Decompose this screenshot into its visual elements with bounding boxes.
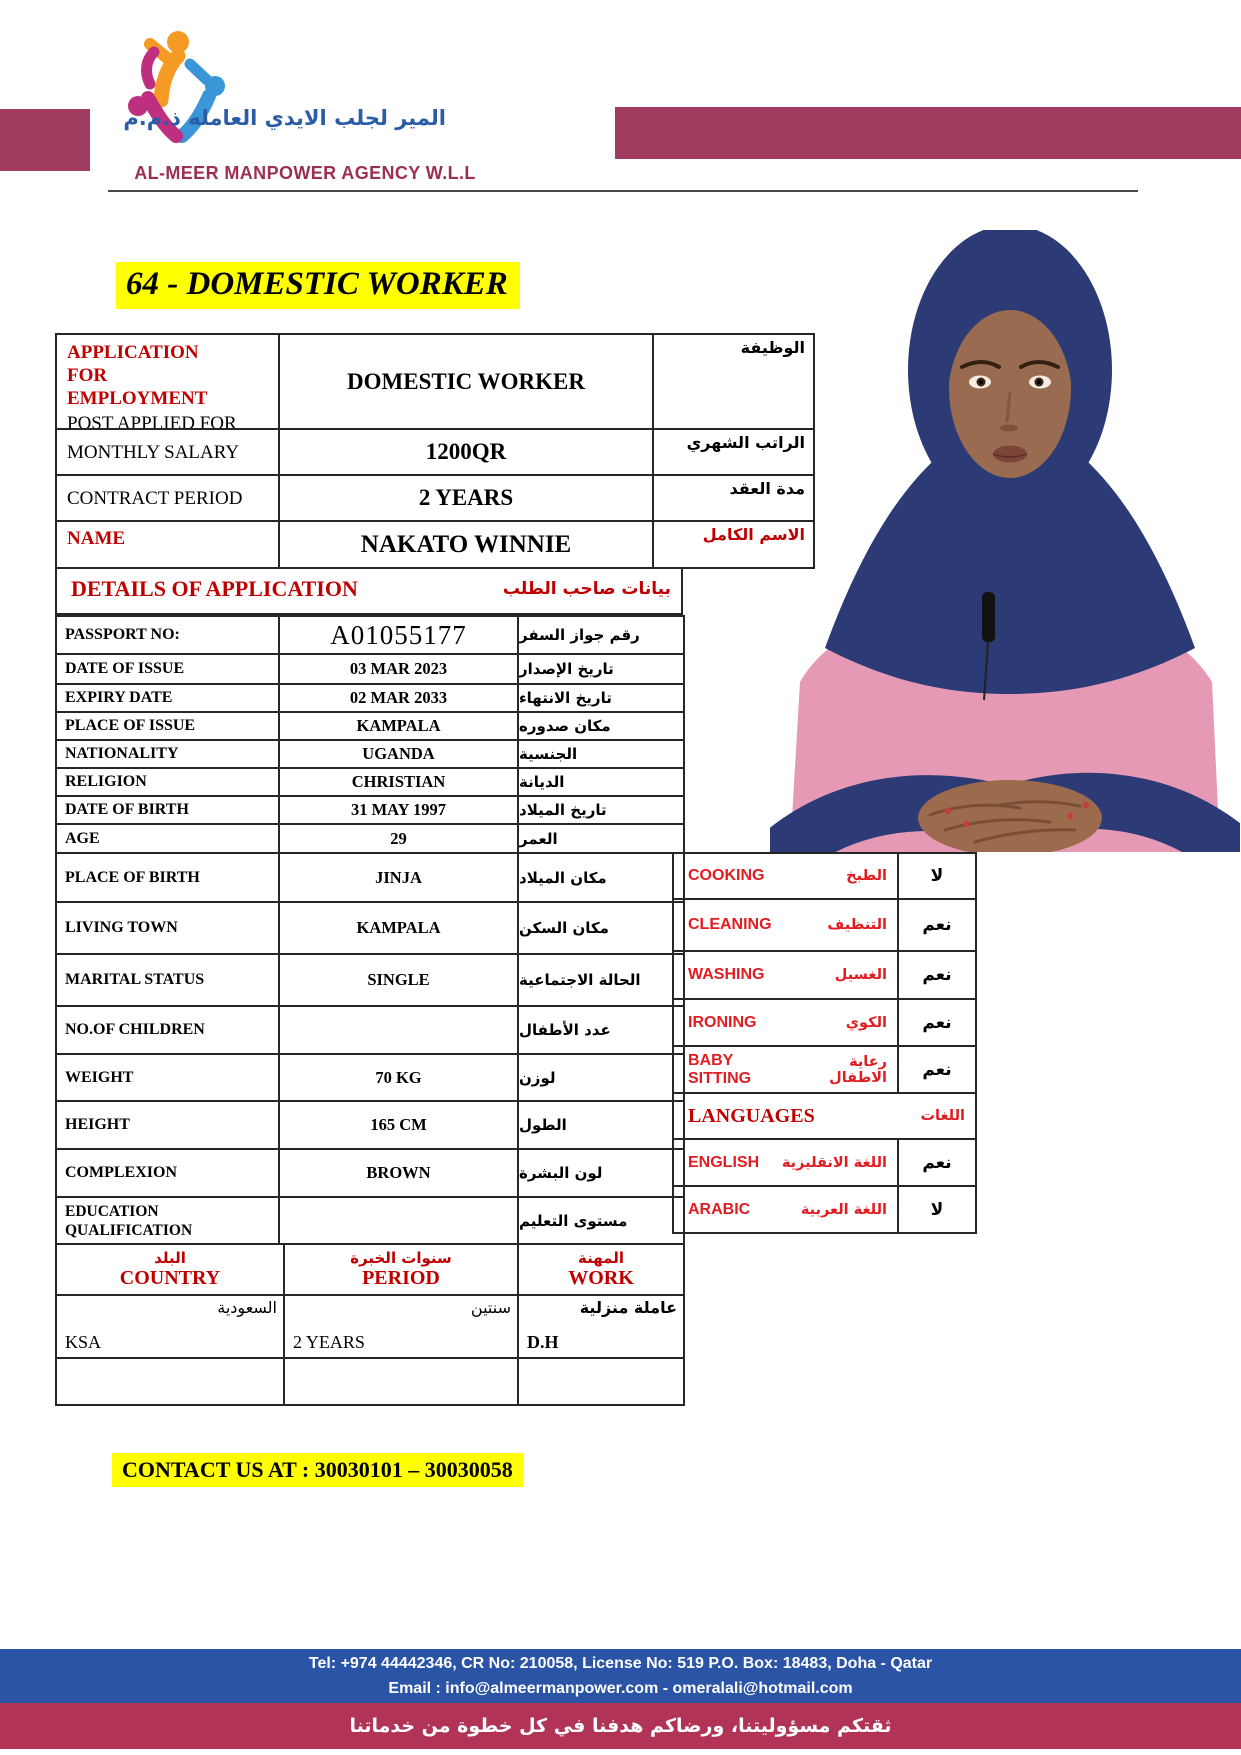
expiry-date-value: 02 MAR 2033 [280,685,519,713]
period-arabic-value: سنتين [470,1298,511,1317]
complexion-arabic: لون البشرة [519,1150,685,1198]
languages-arabic: اللغات [920,1108,965,1124]
table-row [57,335,815,430]
work-header-cell [519,1245,685,1296]
no-of-children-arabic: عدد الأطفال [519,1007,685,1055]
arabic-cell [674,1187,899,1234]
arabic-arabic: اللغة العربية [800,1201,887,1218]
name-value: NAKATO WINNIE [280,522,654,569]
country-header-arabic: البلد [154,1249,186,1267]
place-of-issue-value: KAMPALA [280,713,519,741]
cooking-label: COOKING [688,867,765,884]
expiry-date-arabic: تاريخ الانتهاء [519,685,685,713]
table-row [674,900,977,952]
table-row [57,430,815,476]
work-header-arabic: المهنة [578,1249,624,1267]
cleaning-label: CLEANING [688,916,772,933]
nationality-value: UGANDA [280,741,519,769]
post-applied-label-cell [57,335,280,430]
marital-status-label: MARITAL STATUS [57,955,280,1007]
table-row [674,1094,977,1140]
living-town-arabic: مكان السكن [519,903,685,955]
ironing-arabic: الكوي [845,1014,887,1031]
employment-table [55,333,815,569]
passport-no-value: A01055177 [280,617,519,655]
washing-arabic: الغسيل [834,967,887,983]
religion-arabic: الديانة [519,769,685,797]
marital-status-arabic: الحالة الاجتماعية [519,955,685,1007]
education-qualification-arabic: مستوى التعليم [519,1198,685,1245]
table-row [674,1000,977,1047]
work-english-value: D.H [527,1332,559,1352]
table-row [57,1055,685,1102]
period-english-value: 2 YEARS [293,1332,365,1352]
place-of-birth-label: PLACE OF BIRTH [57,854,280,903]
agency-logo-icon [112,24,244,156]
salary-arabic-cell [654,430,815,476]
religion-label: RELIGION [57,769,280,797]
period-header-arabic: سنوات الخبرة [350,1249,452,1267]
languages-label: LANGUAGES [688,1104,815,1127]
period-header-english: PERIOD [362,1267,440,1289]
contract-period-label: CONTRACT PERIOD [67,488,243,509]
name-arabic-cell [654,522,815,569]
experience-table [55,1243,685,1406]
cooking-answer: لا [899,854,977,900]
education-qualification-label: EDUCATION QUALIFICATION [57,1198,280,1245]
cleaning-cell [674,900,899,952]
monthly-salary-label: MONTHLY SALARY [67,442,240,463]
contract-arabic-label: مدة العقد [729,479,805,498]
cleaning-answer: نعم [899,900,977,952]
weight-arabic: لوزن [519,1055,685,1102]
empty-cell [285,1359,519,1406]
nationality-label: NATIONALITY [57,741,280,769]
country-english-value: KSA [65,1332,102,1352]
english-answer: نعم [899,1140,977,1187]
passport-no-label: PASSPORT NO: [57,617,280,655]
table-row [57,825,685,854]
maroon-right-bar [615,107,1241,159]
height-arabic: الطول [519,1102,685,1150]
empty-cell [519,1359,685,1406]
living-town-value: KAMPALA [280,903,519,955]
post-applied-value: DOMESTIC WORKER [280,335,654,430]
table-row [674,1047,977,1094]
height-label: HEIGHT [57,1102,280,1150]
empty-cell [57,1359,285,1406]
ironing-label: IRONING [688,1013,757,1031]
footer-line1: Tel: +974 44442346, CR No: 210058, License No: 519 P.O. Box: 18483, Doha - Qatar [308,1655,933,1672]
ironing-cell [674,1000,899,1047]
place-of-birth-value: JINJA [280,854,519,903]
table-row [57,713,685,741]
post-arabic-cell [654,335,815,430]
table-row [57,1150,685,1198]
english-arabic: اللغة الانقليزية [781,1154,887,1171]
table-row [57,1102,685,1150]
details-header-english: DETAILS OF APPLICATION [71,576,358,601]
table-row [57,955,685,1007]
table-row [57,1245,685,1296]
country-arabic-value: السعودية [217,1298,277,1317]
place-of-birth-arabic: مكان الميلاد [519,854,685,903]
period-header-cell [285,1245,519,1296]
baby-sitting-label: BABY SITTING [688,1051,752,1087]
place-of-issue-arabic: مكان صدوره [519,713,685,741]
expiry-date-label: EXPIRY DATE [57,685,280,713]
age-arabic: العمر [519,825,685,854]
name-arabic-label: الاسم الكامل [702,525,805,544]
cooking-arabic: الطبخ [846,868,887,884]
table-row [57,522,815,569]
table-row [57,1007,685,1055]
complexion-value: BROWN [280,1150,519,1198]
monthly-salary-label-cell [57,430,280,476]
page-title: 64 - DOMESTIC WORKER [116,262,520,309]
contract-period-label-cell [57,476,280,522]
table-row [57,903,685,955]
date-of-issue-value: 03 MAR 2023 [280,655,519,685]
date-of-birth-value: 31 MAY 1997 [280,797,519,825]
table-row [57,476,815,522]
ironing-answer: نعم [899,1000,977,1047]
passport-no-arabic: رقم جواز السفر [519,617,685,655]
details-header-arabic: بيانات صاحب الطلب [502,579,671,599]
weight-label: WEIGHT [57,1055,280,1102]
baby-sitting-answer: نعم [899,1047,977,1094]
post-applied-for-label: POST APPLIED FOR [67,413,237,430]
washing-label: WASHING [688,966,765,983]
table-row [57,655,685,685]
arabic-answer: لا [899,1187,977,1234]
table-row [57,1198,685,1245]
agency-name-arabic: المير لجلب الايدي العامله ذ.م.م [123,106,446,130]
work-arabic-value: عاملة منزلية [579,1298,677,1317]
table-row [57,741,685,769]
languages-cell [674,1094,977,1140]
no-of-children-label: NO.OF CHILDREN [57,1007,280,1055]
name-label: NAME [67,528,126,549]
table-row [674,952,977,1000]
education-qualification-value [280,1198,519,1245]
table-row [57,797,685,825]
table-row [57,1359,685,1406]
date-of-issue-label: DATE OF ISSUE [57,655,280,685]
height-value: 165 CM [280,1102,519,1150]
footer-tagline-band: ثقتكم مسؤوليتنا، ورضاكم هدفنا في كل خطوة من خدماتنا [0,1703,1241,1749]
contract-arabic-cell [654,476,815,522]
no-of-children-value [280,1007,519,1055]
table-row [674,854,977,900]
monthly-salary-value: 1200QR [280,430,654,476]
living-town-label: LIVING TOWN [57,903,280,955]
cleaning-arabic: التنظيف [827,917,887,933]
country-data-cell [57,1296,285,1359]
complexion-label: COMPLEXION [57,1150,280,1198]
country-header-english: COUNTRY [119,1267,221,1289]
footer-line2: Email : info@almeermanpower.com - omeralali@hotmail.com [388,1680,853,1697]
applicant-photo [770,230,1240,852]
table-row [674,1140,977,1187]
country-header-cell [57,1245,285,1296]
application-for-employment-label: APPLICATION FOR EMPLOYMENT [67,342,208,409]
date-of-birth-arabic: تاريخ الميلاد [519,797,685,825]
baby-sitting-arabic: رعاية الاطفال [829,1053,887,1086]
cooking-cell [674,854,899,900]
washing-cell [674,952,899,1000]
nationality-arabic: الجنسية [519,741,685,769]
details-table [55,615,685,1245]
table-row [57,854,685,903]
english-label: ENGLISH [688,1153,760,1171]
period-data-cell [285,1296,519,1359]
religion-value: CHRISTIAN [280,769,519,797]
salary-arabic-label: الراتب الشهري [686,433,805,452]
table-row [674,1187,977,1234]
date-of-issue-arabic: تاريخ الإصدار [519,655,685,685]
post-arabic-label: الوظيفة [740,338,805,357]
place-of-issue-label: PLACE OF ISSUE [57,713,280,741]
table-row [57,617,685,655]
work-data-cell [519,1296,685,1359]
weight-value: 70 KG [280,1055,519,1102]
header-divider [108,190,1138,192]
agency-name-english: AL-MEER MANPOWER AGENCY W.L.L [134,163,476,183]
table-row [57,1296,685,1359]
maroon-left-bar [0,109,90,171]
contract-period-value: 2 YEARS [280,476,654,522]
arabic-label: ARABIC [688,1200,751,1218]
table-row [57,685,685,713]
table-row [57,769,685,797]
contact-line: CONTACT US AT : 30030101 – 30030058 [112,1453,523,1487]
age-value: 29 [280,825,519,854]
english-cell [674,1140,899,1187]
skills-table [672,852,977,1234]
age-label: AGE [57,825,280,854]
work-header-english: WORK [568,1267,634,1289]
date-of-birth-label: DATE OF BIRTH [57,797,280,825]
name-label-cell [57,522,280,569]
marital-status-value: SINGLE [280,955,519,1007]
footer-contact-band [0,1649,1241,1703]
details-of-application-header [55,567,683,615]
baby-sitting-cell [674,1047,899,1094]
washing-answer: نعم [899,952,977,1000]
